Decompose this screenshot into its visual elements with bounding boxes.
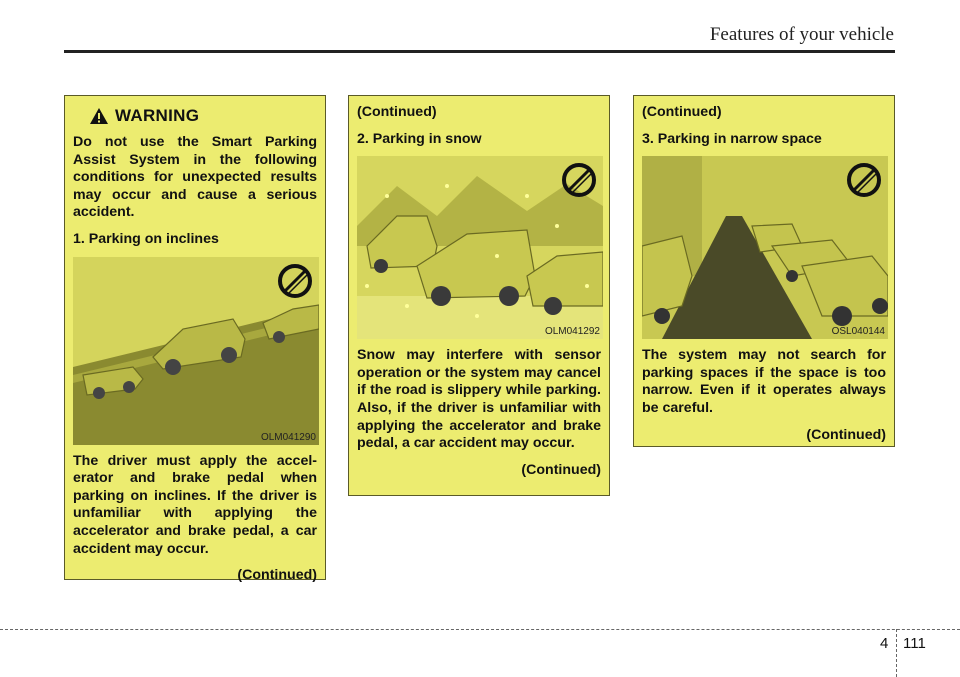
item1-heading: 1. Parking on inclines	[73, 230, 219, 247]
figure-code: OSL040144	[831, 326, 885, 338]
panel2-heading: 2. Parking in snow	[357, 130, 482, 147]
warning-panel	[64, 95, 326, 584]
narrow-space-panel	[633, 95, 895, 447]
header-rule	[64, 50, 895, 53]
panel3-continued-top: (Continued)	[642, 104, 722, 120]
panel3-heading: 3. Parking in narrow space	[642, 130, 822, 147]
footer-rule	[0, 629, 960, 630]
narrow-space-illustration	[642, 156, 888, 339]
figure-code: OLM041290	[260, 431, 316, 443]
warning-heading	[89, 106, 317, 126]
snow-illustration	[357, 156, 603, 339]
panel3-body: The system may not search for parking spaces if the space is too narrow. Even if it operates always be careful.	[642, 347, 886, 416]
panel2-continued-top: (Continued)	[357, 104, 437, 120]
no-sign-icon	[277, 263, 313, 299]
panel3-continued-bottom: (Continued)	[806, 426, 886, 443]
no-sign-icon	[561, 162, 597, 198]
warning-intro: Do not use the Smart Parking Assist System in the following conditions for unexpected results may occur and cause a serious accident.	[73, 134, 317, 221]
incline-illustration	[73, 257, 319, 445]
page-header-title: Features of your vehicle	[709, 24, 894, 45]
footer-divider	[896, 629, 897, 677]
no-sign-icon	[846, 162, 882, 198]
page-number: 111	[903, 635, 926, 652]
chapter-number: 4	[880, 635, 889, 652]
panel2-body: Snow may interfere with sensor operation or the system may cancel if the road is slippery while parking. Also, if the driver is unfamiliar with applying the accelerator and brake pedal, a car accident may occur.	[357, 347, 601, 452]
panel2-continued-bottom: (Continued)	[521, 461, 601, 478]
item1-continued: (Continued)	[237, 567, 317, 584]
warning-triangle-icon	[89, 107, 109, 125]
warning-title: WARNING	[115, 106, 200, 125]
snow-panel	[348, 95, 610, 496]
figure-code: OLM041292	[544, 326, 600, 338]
item1-body: The driver must apply the accel- erator and brake pedal when parking on inclines. If the driver is unfamiliar with applying the accelerator and brake pedal, a car accident may occur.	[73, 452, 317, 557]
